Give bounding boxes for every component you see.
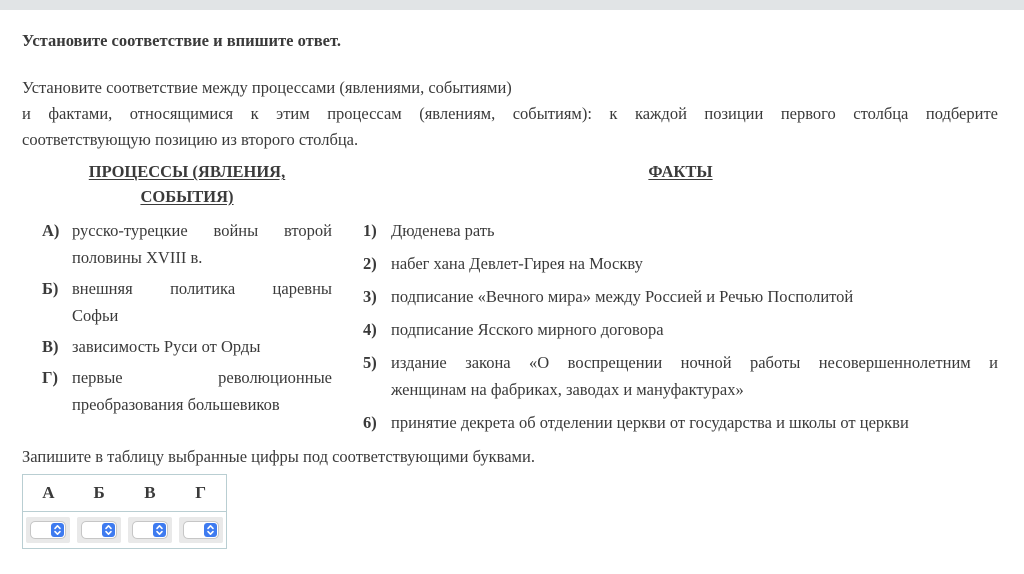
- fact-text-line: издание закона «О воспрещении ночной работы несовершеннолетним и: [391, 353, 998, 372]
- question-page: [0, 31, 1024, 549]
- answer-select-v[interactable]: [132, 521, 168, 539]
- fact-text: [391, 250, 998, 277]
- process-item-g: [42, 364, 352, 418]
- instructions-line: и фактами, относящимися к этим процессам (явлениям, событиям): к каждой позиции первого столбца подберите: [22, 104, 998, 123]
- page-title: Установите соответствие и впишите ответ.: [22, 31, 341, 50]
- process-item-a: [42, 217, 352, 271]
- fact-label: 3): [363, 287, 377, 306]
- select-stepper-icon: [204, 523, 217, 537]
- instructions: [22, 75, 998, 153]
- processes-list: [22, 217, 352, 418]
- process-text-line: зависимость Руси от Орды: [72, 337, 261, 356]
- answer-cell-a: [23, 517, 74, 543]
- fact-text: [391, 316, 998, 343]
- answer-table: [22, 474, 227, 549]
- process-text: [72, 333, 332, 360]
- select-stepper-icon: [153, 523, 166, 537]
- fact-item-2: [363, 250, 998, 277]
- processes-header-line: СОБЫТИЯ): [140, 187, 234, 206]
- column-letter-v: В: [144, 483, 156, 502]
- fact-text: [391, 349, 998, 403]
- facts-header: [363, 159, 998, 209]
- fact-text-line: женщинам на фабриках, заводах и мануфактурах»: [391, 380, 744, 399]
- fact-text-line: подписание Ясского мирного договора: [391, 320, 664, 339]
- fact-item-4: [363, 316, 998, 343]
- answer-cell-v: [125, 517, 176, 543]
- fact-text-line: набег хана Девлет-Гирея на Москву: [391, 254, 643, 273]
- answer-select-g[interactable]: [183, 521, 219, 539]
- select-pad: [26, 517, 70, 543]
- select-pad: [128, 517, 172, 543]
- column-letter-b: Б: [93, 483, 105, 502]
- fact-label: 5): [363, 353, 377, 372]
- fact-text: [391, 283, 998, 310]
- process-text-line: русско-турецкие войны второй: [72, 221, 332, 240]
- matching-columns: [22, 159, 998, 442]
- answer-table-selects-row: [23, 512, 226, 548]
- facts-list: [363, 217, 998, 436]
- fact-item-6: [363, 409, 998, 436]
- processes-column: [22, 159, 352, 442]
- fact-text: [391, 217, 998, 244]
- process-text-line: внешняя политика царевны: [72, 279, 332, 298]
- select-pad: [77, 517, 121, 543]
- fact-label: 2): [363, 254, 377, 273]
- fact-label: 6): [363, 413, 377, 432]
- process-label: Г): [42, 368, 58, 387]
- column-letter-a: А: [42, 483, 55, 502]
- process-label: Б): [42, 279, 59, 298]
- process-item-b: [42, 275, 352, 329]
- fact-text: [391, 409, 998, 436]
- process-text: [72, 364, 332, 418]
- instructions-line: соответствующую позицию из второго столбца.: [22, 130, 359, 149]
- process-text-line: Софьи: [72, 306, 119, 325]
- process-text: [72, 217, 332, 271]
- answer-cell-b: [74, 517, 125, 543]
- column-letter-g: Г: [195, 483, 207, 502]
- fact-text-line: подписание «Вечного мира» между Россией и Речью Посполитой: [391, 287, 854, 306]
- select-stepper-icon: [102, 523, 115, 537]
- fact-text-line: Дюденева рать: [391, 221, 495, 240]
- process-text-line: преобразования большевиков: [72, 395, 280, 414]
- instructions-line: Установите соответствие между процессами (явлениями, событиями): [22, 78, 512, 97]
- fact-label: 4): [363, 320, 377, 339]
- process-text-line: первые революционные: [72, 368, 332, 387]
- process-text: [72, 275, 332, 329]
- processes-header: [22, 159, 352, 209]
- answer-table-header: [23, 475, 226, 512]
- top-bar: [0, 0, 1024, 10]
- answer-prompt: Запишите в таблицу выбранные цифры под соответствующими буквами.: [22, 447, 535, 466]
- process-text-line: половины XVIII в.: [72, 248, 203, 267]
- process-label: В): [42, 337, 59, 356]
- answer-cell-g: [175, 517, 226, 543]
- answer-select-a[interactable]: [30, 521, 66, 539]
- fact-item-1: [363, 217, 998, 244]
- fact-item-5: [363, 349, 998, 403]
- processes-header-line: ПРОЦЕССЫ (ЯВЛЕНИЯ,: [88, 162, 286, 181]
- fact-text-line: принятие декрета об отделении церкви от государства и школы от церкви: [391, 413, 909, 432]
- process-label: А): [42, 221, 60, 240]
- fact-item-3: [363, 283, 998, 310]
- fact-label: 1): [363, 221, 377, 240]
- select-pad: [179, 517, 223, 543]
- process-item-v: [42, 333, 352, 360]
- answer-select-b[interactable]: [81, 521, 117, 539]
- facts-column: [363, 159, 998, 442]
- facts-header-line: ФАКТЫ: [648, 162, 713, 181]
- select-stepper-icon: [51, 523, 64, 537]
